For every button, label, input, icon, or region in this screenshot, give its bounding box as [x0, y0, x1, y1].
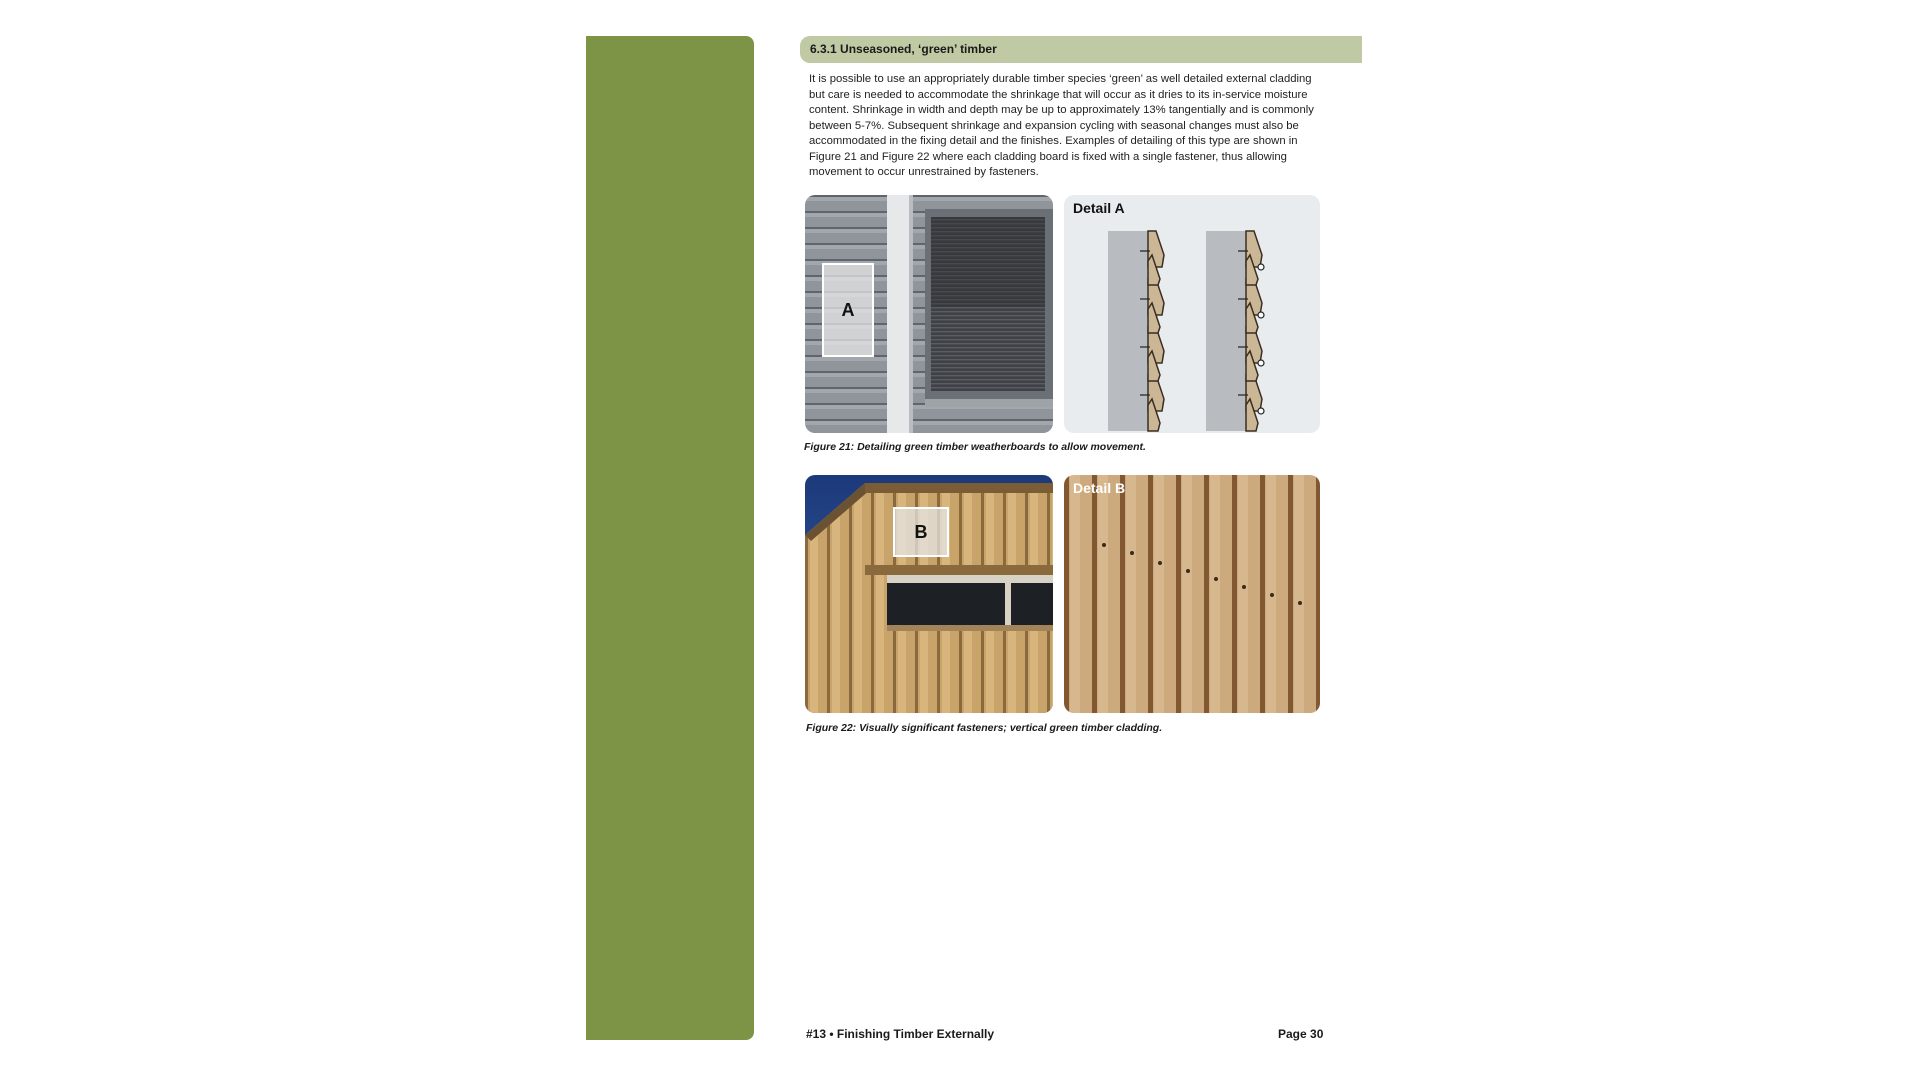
section-heading-bar [800, 36, 1362, 63]
weatherboard-section-drawing [1064, 195, 1320, 433]
section-heading: 6.3.1 Unseasoned, ‘green’ timber [810, 42, 997, 56]
vertical-boards-closeup-graphic [1064, 475, 1320, 713]
page-number: Page 30 [1278, 1027, 1324, 1041]
detail-b-title: Detail B [1073, 480, 1126, 496]
figure21-photo [805, 195, 1053, 433]
figure22-photo [805, 475, 1053, 713]
figure22-detail-photo [1064, 475, 1320, 713]
detail-a-title: Detail A [1073, 200, 1125, 216]
footer-title: #13 • Finishing Timber Externally [806, 1027, 995, 1041]
body-paragraph: It is possible to use an appropriately durable timber species ‘green’ as well detailed external cladding but care is needed to accommodate the shrinkage that will occur as it dries to its in-service moisture content. Shrinkage in width and depth may be up to approximately 13% tangentially and is commonly between 5-7%. Subsequent shrinkage and expansion cycling with seasonal changes must also be accommodated in the fixing detail and the finishes. Examples of detailing of this type are shown in Figure 21 and Figure 22 where each cladding board is fixed with a single fastener, thus allowing movement to occur unrestrained by fasteners. [809, 73, 1314, 178]
marker-a: A [822, 263, 874, 357]
green-sidebar [586, 36, 754, 1040]
marker-b: B [893, 507, 949, 557]
figure21-detail-diagram [1064, 195, 1320, 433]
figure22-caption: Figure 22: Visually significant fasteners; vertical green timber cladding. [806, 722, 1163, 734]
figure21-caption: Figure 21: Detailing green timber weatherboards to allow movement. [804, 441, 1146, 453]
